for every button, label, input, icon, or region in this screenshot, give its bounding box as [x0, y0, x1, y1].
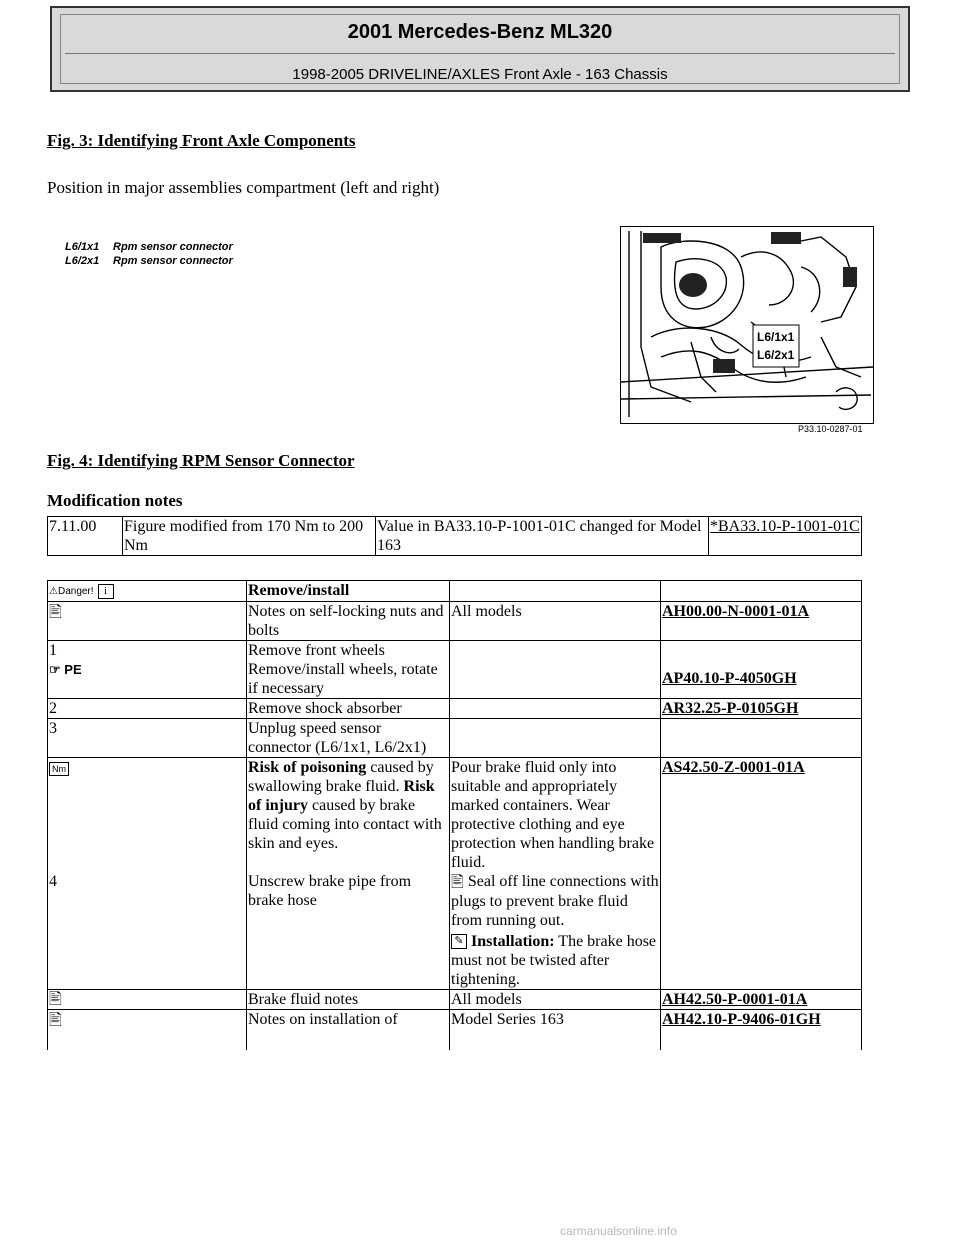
legend-code: L6/1x1	[65, 241, 100, 253]
row-desc: Remove front wheels	[247, 640, 450, 660]
mod-ref-cell	[709, 517, 862, 556]
row-ref-link[interactable]: AH42.50-P-0001-01A	[662, 990, 808, 1008]
legend-label: Rpm sensor connector	[113, 255, 233, 267]
figure-legend	[65, 240, 233, 268]
step-number: 3	[48, 718, 247, 757]
table-row	[48, 698, 862, 718]
fig4-caption: Fig. 4: Identifying RPM Sensor Connector	[47, 451, 355, 470]
header-icons-cell	[48, 581, 247, 602]
row-ref-link[interactable]: AH00.00-N-0001-01A	[662, 602, 810, 620]
legend-code: L6/2x1	[65, 255, 100, 267]
row-desc: Unplug speed sensor connector (L6/1x1, L6/2x1)	[247, 718, 450, 757]
document-note-icon: 🖹	[49, 1012, 62, 1030]
note-icon-cell	[48, 601, 247, 640]
row-model: All models	[450, 989, 661, 1010]
row-model: Model Series 163	[450, 1010, 661, 1051]
mod-change: Figure modified from 170 Nm to 200 Nm	[123, 517, 376, 556]
header-title: 2001 Mercedes-Benz ML320	[347, 21, 613, 43]
modification-notes-title: Modification notes	[47, 491, 183, 510]
callout-l6-1x1: L6/1x1	[757, 330, 795, 344]
info-icon: i	[98, 584, 114, 599]
seal-note: 🖹 Seal off line connections with plugs to prevent brake fluid from running out.	[451, 872, 659, 929]
legend-label: Rpm sensor connector	[113, 241, 233, 253]
row-desc: Remove/install wheels, rotate if necessary	[247, 660, 450, 699]
table-row	[48, 1010, 862, 1051]
header-subtitle: 1998-2005 DRIVELINE/AXLES Front Axle - 163 Chassis	[292, 66, 668, 83]
row-ref-link[interactable]: AR32.25-P-0105GH	[662, 699, 799, 717]
table-row	[48, 872, 862, 989]
row-desc: Brake fluid notes	[247, 989, 450, 1010]
risk-warning: Risk of poisoning caused by swallowing brake fluid. Risk of injury caused by brake fluid coming into contact with skin and eyes.	[247, 757, 450, 872]
callout-l6-2x1: L6/2x1	[757, 348, 795, 362]
table-row	[48, 660, 862, 699]
mod-ref-link[interactable]: *BA33.10-P-1001-01C	[710, 518, 860, 535]
torque-nm-icon: Nm	[49, 762, 69, 776]
header-divider	[65, 53, 895, 54]
table-row	[48, 601, 862, 640]
table-row	[48, 517, 862, 556]
note-icon-cell	[48, 1010, 247, 1051]
danger-warning-icon: ⚠Danger!	[49, 585, 94, 597]
row-desc: Notes on installation of	[247, 1010, 450, 1051]
fig3-caption: Fig. 3: Identifying Front Axle Components	[47, 131, 356, 150]
footer-watermark: carmanualsonline.info	[560, 1224, 677, 1238]
document-note-icon: 🖹	[451, 873, 464, 891]
document-note-icon: 🖹	[49, 603, 62, 621]
step-number: 1	[48, 640, 247, 660]
pe-icon-cell	[48, 660, 247, 699]
row-model: All models	[450, 601, 661, 640]
remove-install-table	[47, 580, 862, 1050]
header-inner-frame	[60, 14, 900, 84]
step-number: 2	[48, 698, 247, 718]
step-number: 4	[48, 872, 247, 989]
table-title: Remove/install	[247, 581, 450, 602]
row-ref-link[interactable]: AH42.10-P-9406-01GH	[662, 1011, 821, 1029]
installation-note: ✎ Installation: The brake hose must not be twisted after tightening.	[451, 932, 657, 988]
position-text: Position in major assemblies compartment (left and right)	[47, 178, 440, 197]
modification-table	[47, 516, 862, 556]
row-desc: Remove shock absorber	[247, 698, 450, 718]
row-desc: Unscrew brake pipe from brake hose	[247, 872, 450, 989]
pointing-hand-pe-icon: ☞ PE	[49, 661, 82, 677]
table-row	[48, 989, 862, 1010]
row-ref-link[interactable]: AP40.10-P-4050GH	[662, 670, 797, 688]
table-row	[48, 718, 862, 757]
engine-compartment-illustration	[620, 226, 874, 424]
table-row	[48, 640, 862, 660]
legend-item	[65, 240, 233, 254]
nm-icon-cell	[48, 757, 247, 872]
risk-note: Pour brake fluid only into suitable and appropriately marked containers. Wear protective clothing and eye protection when handling brake fluid.	[450, 757, 661, 872]
row-desc: Notes on self-locking nuts and bolts	[247, 601, 450, 640]
page-header	[50, 6, 910, 92]
mod-date: 7.11.00	[48, 517, 123, 556]
note-icon-cell	[48, 989, 247, 1010]
table-row	[48, 581, 862, 602]
mod-value: Value in BA33.10-P-1001-01C changed for Model 163	[376, 517, 709, 556]
legend-item	[65, 254, 233, 268]
step4-notes	[450, 872, 661, 989]
illustration-code: P33.10-0287-01	[798, 424, 863, 434]
table-row	[48, 757, 862, 872]
installation-tip-icon: ✎	[451, 934, 467, 949]
row-ref-link[interactable]: AS42.50-Z-0001-01A	[662, 758, 805, 776]
illustration-background	[621, 227, 873, 423]
document-note-icon: 🖹	[49, 991, 62, 1009]
